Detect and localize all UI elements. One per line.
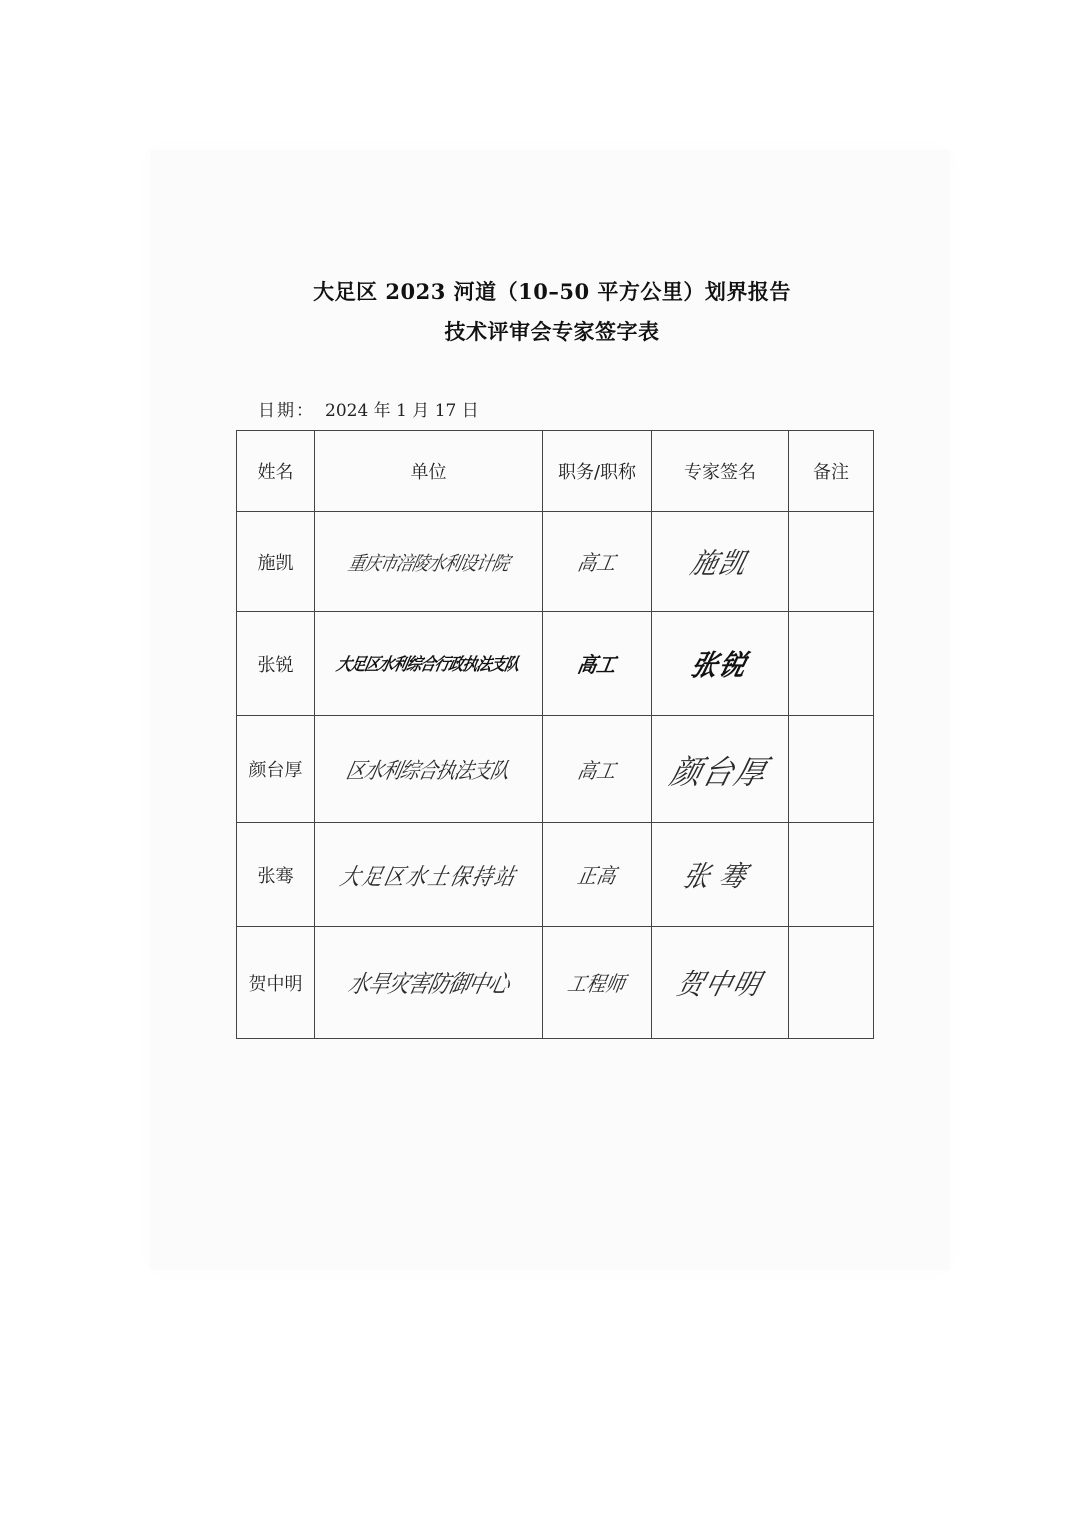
handwritten-signature: 施凯 [687, 547, 752, 581]
date-label: 日期： [258, 401, 315, 421]
row-signature [652, 927, 789, 1039]
handwritten-title: 高工 [575, 758, 618, 783]
handwritten-unit: 大足区水土保持站 [337, 862, 520, 891]
row-unit [315, 823, 543, 927]
row-unit [315, 512, 543, 612]
date-value: 2024 年 1 月 17 日 [325, 401, 479, 421]
row-name: 张骞 [237, 823, 315, 927]
row-title [543, 823, 652, 927]
row-remarks [789, 927, 874, 1039]
row-name: 施凯 [237, 512, 315, 612]
row-remarks [789, 612, 874, 716]
table-row [237, 716, 874, 823]
document-subtitle: 技术评审会专家签字表 [444, 319, 660, 344]
handwritten-signature: 贺中明 [673, 968, 766, 1002]
row-unit [315, 612, 543, 716]
table-row [237, 927, 874, 1039]
handwritten-title: 高工 [575, 653, 618, 678]
handwritten-title: 高工 [575, 551, 618, 576]
row-title [543, 716, 652, 823]
row-unit [315, 716, 543, 823]
row-title [543, 512, 652, 612]
handwritten-unit: 水旱灾害防御中心 [345, 969, 512, 998]
handwritten-signature: 张骞 [679, 860, 760, 894]
row-remarks [789, 716, 874, 823]
header-row [237, 431, 874, 512]
signature-table [236, 430, 874, 1039]
handwritten-signature: 颜台厚 [666, 753, 772, 793]
handwritten-title: 正高 [575, 864, 618, 889]
handwritten-unit: 重庆市涪陵水利设计院 [345, 552, 511, 576]
header-remarks: 备注 [789, 431, 874, 512]
row-signature [652, 716, 789, 823]
row-signature [652, 823, 789, 927]
row-title [543, 612, 652, 716]
table-row [237, 823, 874, 927]
row-remarks [789, 823, 874, 927]
row-signature [652, 512, 789, 612]
table-row [237, 512, 874, 612]
document-title: 大足区 2023 河道（10–50 平方公里）划界报告 [313, 279, 791, 304]
row-title [543, 927, 652, 1039]
date-line [258, 396, 479, 421]
row-name: 张锐 [237, 612, 315, 716]
header-unit: 单位 [315, 431, 543, 512]
row-remarks [789, 512, 874, 612]
row-signature [652, 612, 789, 716]
handwritten-signature: 张锐 [687, 649, 752, 683]
header-name: 姓名 [237, 431, 315, 512]
handwritten-unit: 大足区水利综合行政执法支队 [335, 653, 522, 675]
table-row [237, 612, 874, 716]
row-unit [315, 927, 543, 1039]
header-title: 职务/职称 [543, 431, 652, 512]
row-name: 贺中明 [237, 927, 315, 1039]
row-name: 颜台厚 [237, 716, 315, 823]
header-signature: 专家签名 [652, 431, 789, 512]
handwritten-title: 工程师 [566, 972, 628, 997]
handwritten-unit: 区水利综合执法支队 [344, 758, 512, 784]
